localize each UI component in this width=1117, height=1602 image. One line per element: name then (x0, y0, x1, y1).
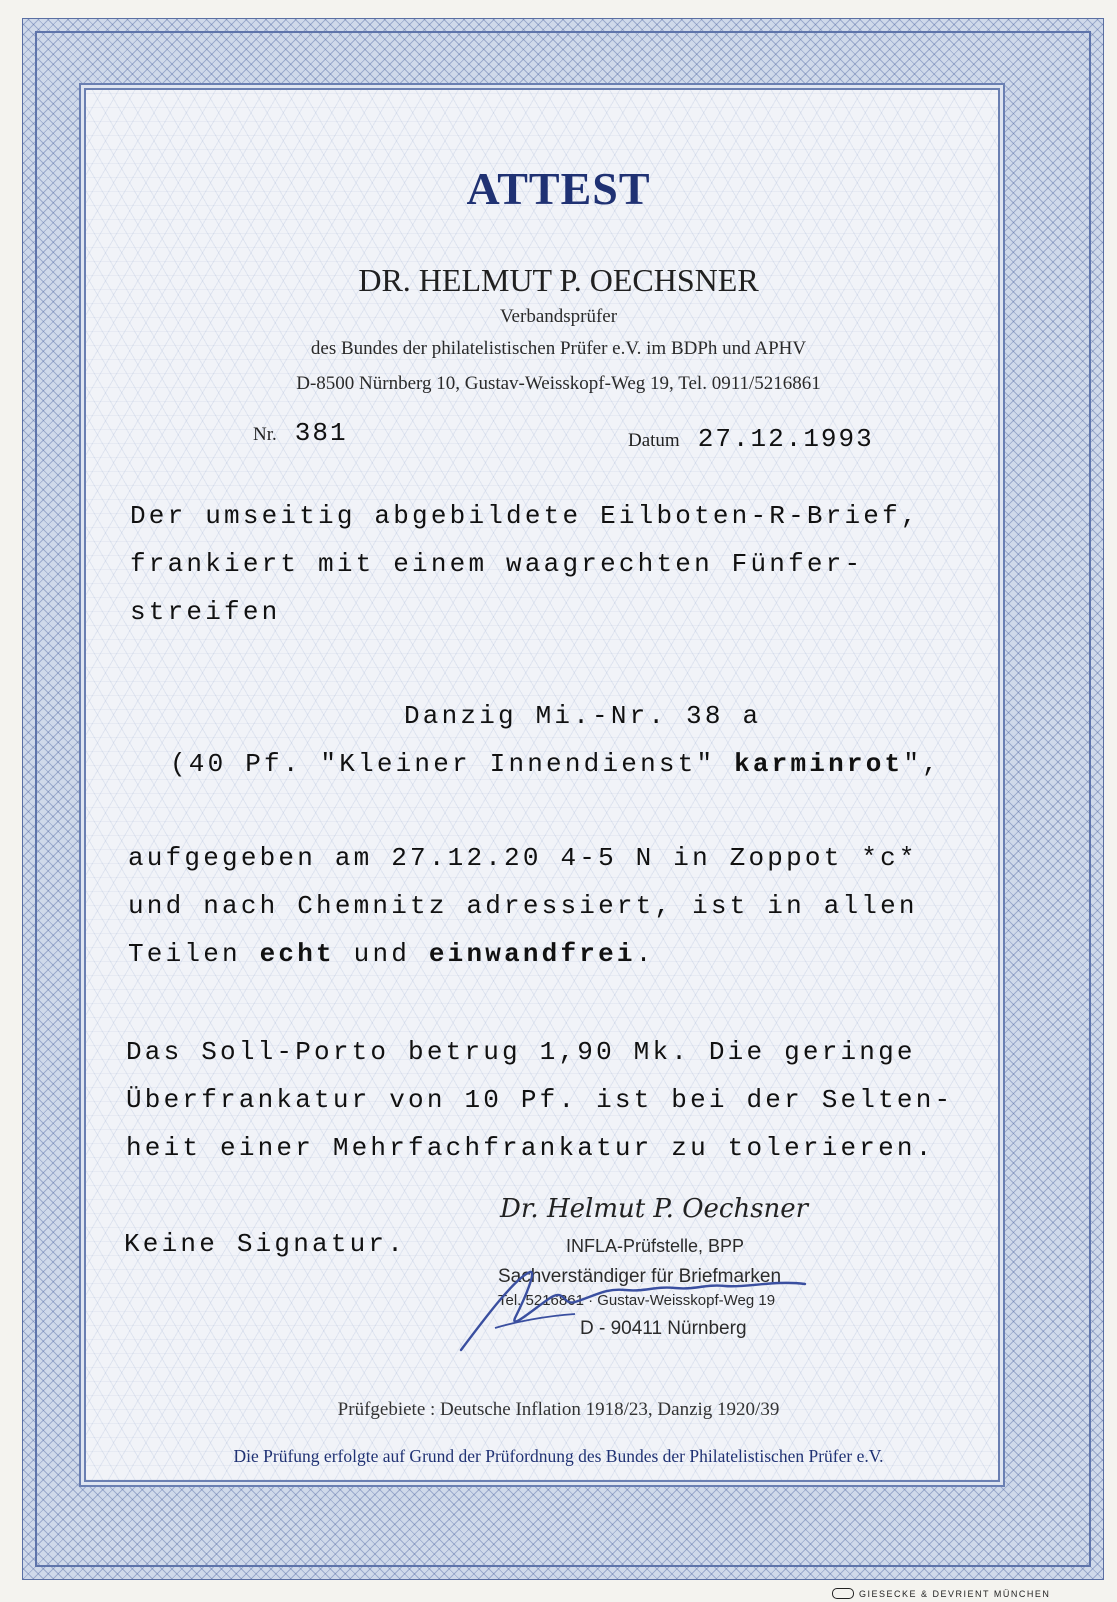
stamp-description (170, 749, 941, 779)
no-signature-note: Keine Signatur. (124, 1229, 407, 1259)
body-line: aufgegeben am 27.12.20 4-5 N in Zoppot *c* (128, 843, 918, 873)
verdict-genuine: echt (259, 939, 335, 969)
legal-note: Die Prüfung erfolgte auf Grund der Prüfordnung des Bundes der Philatelistischen Prüfer e.V. (233, 1446, 884, 1466)
body-line: und nach Chemnitz adressiert, ist in allen (128, 891, 918, 921)
body-line: streifen (130, 597, 281, 627)
body-line: Der umseitig abgebildete Eilboten-R-Brief, (130, 501, 920, 531)
examiner-role: Verbandsprüfer (499, 306, 618, 327)
handwritten-signature (455, 1258, 815, 1358)
nr-label: Nr. (253, 424, 277, 445)
nr-value: 381 (294, 418, 348, 448)
stamp-desc-text: (40 Pf. "Kleiner Innendienst" (170, 749, 735, 779)
stamp-color: karminrot (734, 749, 904, 779)
verdict-faultless: einwandfrei (428, 939, 636, 969)
body-line: frankiert mit einem waagrechten Fünfer- (130, 549, 864, 579)
stamp-line: INFLA-Prüfstelle, BPP (566, 1236, 745, 1256)
date-label: Datum (628, 430, 680, 451)
certificate-title: ATTEST (466, 163, 651, 214)
examiner-address: D-8500 Nürnberg 10, Gustav-Weisskopf-Weg 19, Tel. 0911/5216861 (296, 373, 821, 394)
body-line-verdict (128, 939, 655, 969)
printer-logo (832, 1588, 854, 1599)
date-value: 27.12.1993 (697, 424, 874, 454)
stamp-line: D - 90411 Nürnberg (580, 1318, 747, 1339)
examiner-name: DR. HELMUT P. OECHSNER (358, 262, 759, 298)
body-line: Das Soll-Porto betrug 1,90 Mk. Die geringe (126, 1037, 916, 1067)
body-line: Überfrankatur von 10 Pf. ist bei der Selten- (126, 1085, 954, 1115)
certificate-date (628, 424, 874, 454)
printer-imprint (832, 1584, 1050, 1602)
stamp-catalog-number: Danzig Mi.-Nr. 38 a (404, 701, 762, 731)
stamp-line: Tel. 5216861 · Gustav-Weisskopf-Weg 19 (498, 1292, 776, 1309)
exam-areas: Prüfgebiete : Deutsche Inflation 1918/23, Danzig 1920/39 (337, 1399, 780, 1420)
certificate-number (253, 418, 348, 448)
body-line: heit einer Mehrfachfrankatur zu tolerieren. (126, 1133, 935, 1163)
verdict-text: . (635, 939, 655, 969)
stamp-line: Sachverständiger für Briefmarken (498, 1266, 782, 1287)
examiner-association: des Bundes der philatelistischen Prüfer e.V. im BDPh und APHV (310, 338, 807, 359)
printer-name: GIESECKE & DEVRIENT MÜNCHEN (859, 1589, 1051, 1599)
verdict-text: und (334, 939, 429, 969)
stamp-desc-end: ", (903, 749, 941, 779)
stamp-signature-name: Dr. Helmut P. Oechsner (500, 1194, 809, 1224)
verdict-text: Teilen (128, 939, 260, 969)
